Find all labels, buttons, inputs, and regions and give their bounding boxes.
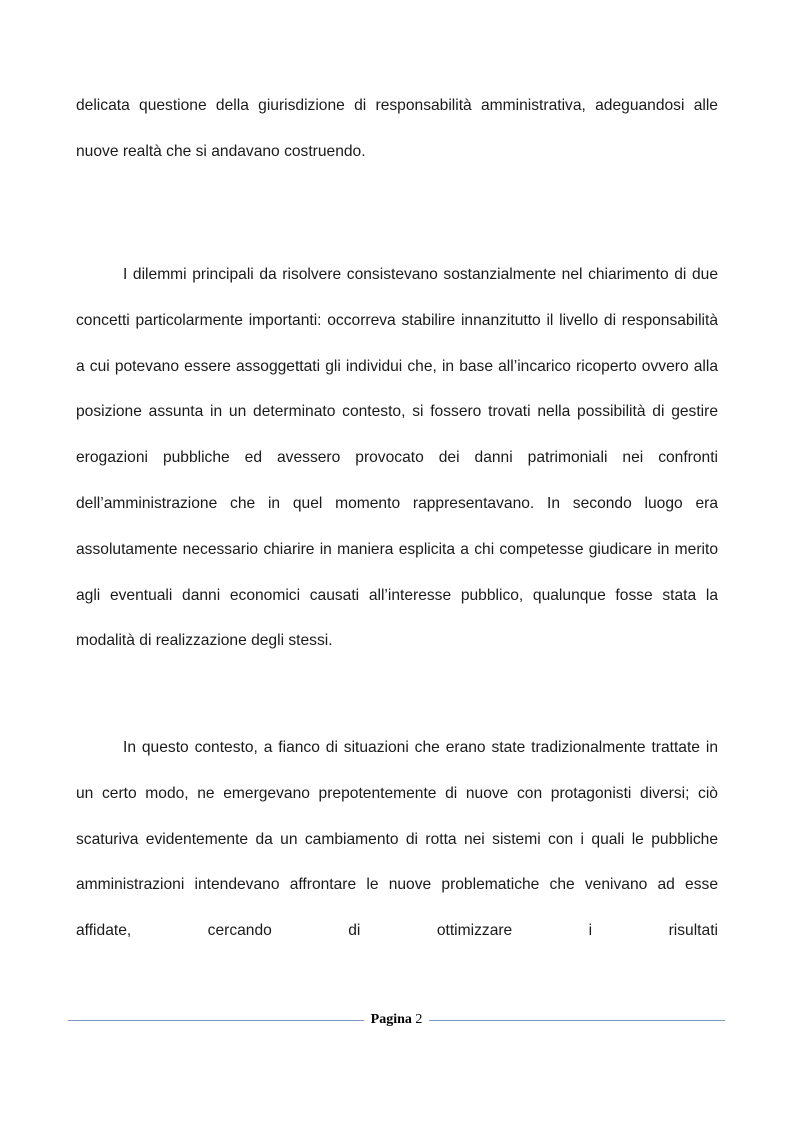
paragraph-contesto [76, 725, 718, 954]
paragraph-continuation [76, 83, 718, 175]
footer-rule-right [429, 1020, 725, 1021]
paragraph-text: delicata questione della giurisdizione di responsabilità amministrativa, adeguandosi alle nuove realtà che si andavano costruendo. [76, 97, 718, 160]
page-footer [68, 1009, 725, 1031]
paragraph-text: I dilemmi principali da risolvere consistevano sostanzialmente nel chiarimento di due concetti particolarmente importanti: occorreva stabilire innanzitutto il livello di responsabilità a cui potevano essere assoggettati gli individui che, in base all’incarico ricoperto ovvero alla posizione assunta in un determinato contesto, si fossero trovati nella possibilità di gestire erogazioni pubbliche ed avessero provocato dei danni patrimoniali nei confronti dell’amministrazione che in quel momento rappresentavano. In secondo luogo era assolutamente necessario chiarire in maniera esplicita a chi competesse giudicare in merito agli eventuali danni economici causati all’interesse pubblico, qualunque fosse stata la modalità di realizzazione degli stessi. [76, 266, 718, 650]
paragraph-text: In questo contesto, a fianco di situazioni che erano state tradizionalmente trattate in un certo modo, ne emergevano prepotentemente di nuove con protagonisti diversi; ciò scaturiva evidentemente da un cambiamento di rotta nei sistemi con i quali le pubbliche amministrazioni intendevano affrontare le nuove problematiche che venivano ad esse affidate, cercando di ottimizzare i risultati [76, 739, 718, 940]
footer-rule-left [68, 1020, 364, 1021]
page-number: 2 [415, 1012, 423, 1027]
paragraph-dilemmi [76, 252, 718, 664]
footer-label: Pagina [370, 1012, 412, 1027]
page-number-label [364, 1012, 430, 1028]
